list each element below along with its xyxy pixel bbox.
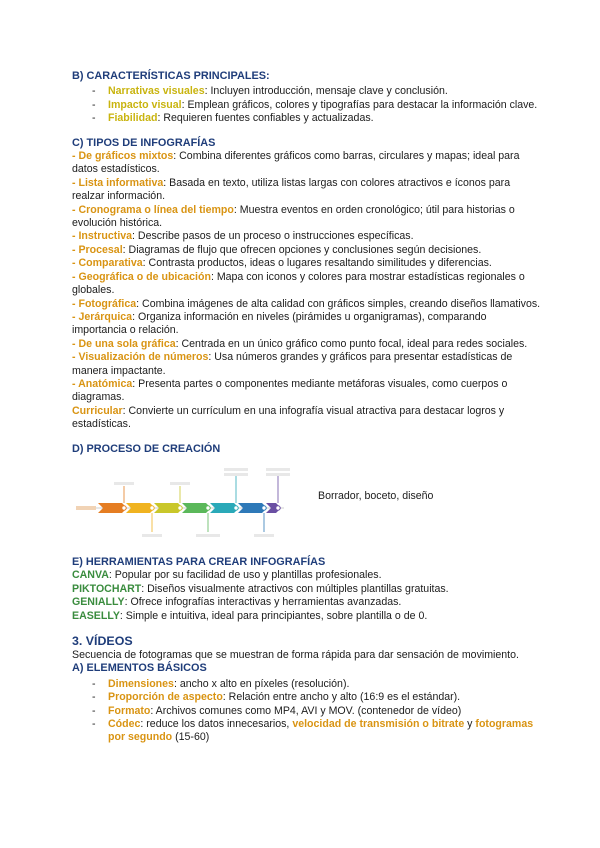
item-text: : Basada en texto, utiliza listas largas con colores atractivos e íconos para realzar información. (72, 176, 511, 203)
list-item (72, 298, 542, 311)
list-item (72, 204, 542, 231)
item-term: - De gráficos mixtos (72, 150, 174, 163)
list-item (72, 351, 542, 378)
item-text: : Combina diferentes gráficos como barras, circulares y mapas; ideal para datos estadísticos. (72, 150, 520, 176)
list-item (72, 338, 542, 351)
section-e-title: E) HERRAMIENTAS PARA CREAR INFOGRAFÍAS (72, 555, 326, 568)
item-term: fotogramas por segundo (108, 718, 534, 744)
item-term: velocidad de transmisión o bitrate (292, 718, 465, 731)
item-text: : Popular por su facilidad de uso y plantillas profesionales. (108, 569, 382, 582)
item-text: : reduce los datos innecesarios, (140, 718, 293, 731)
item-term: - Lista informativa (72, 176, 164, 189)
item-text: : Organiza información en niveles (pirámides u organigramas), comparando importancia o relación. (72, 310, 487, 337)
item-term: CANVA (72, 569, 109, 582)
item-text: : Diseños visualmente atractivos con múltiples plantillas gratuitas. (141, 582, 449, 595)
item-text: : Relación entre ancho y alto (16:9 es el estándar). (222, 691, 461, 704)
list-item (72, 596, 542, 609)
item-term: - Jerárquica (72, 310, 133, 323)
item-text: : Combina imágenes de alta calidad con gráficos simples, creando diseños llamativos. (136, 297, 541, 310)
item-term: - Geográfica o de ubicación (72, 270, 211, 283)
section-b-title: B) CARACTERÍSTICAS PRINCIPALES: (72, 70, 270, 82)
section-d-title: D) PROCESO DE CREACIÓN (72, 442, 221, 455)
section-c-title: C) TIPOS DE INFOGRAFÍAS (72, 136, 216, 149)
list-item (108, 705, 542, 718)
item-text: : Centrada en un único gráfico como punto focal, ideal para redes sociales. (175, 337, 528, 350)
item-term: GENIALLY (72, 596, 125, 609)
item-term: Narrativas visuales (108, 85, 205, 98)
item-term: - Instructiva (72, 230, 133, 243)
section-b-list (72, 85, 542, 125)
tools-list (72, 569, 542, 623)
section-c-list (72, 150, 542, 432)
item-text: : Mapa con iconos y colores para mostrar estadísticas regionales o globales. (72, 270, 525, 297)
list-item (72, 230, 542, 243)
item-text: : Usa números grandes y gráficos para presentar estadísticas de manera impactante. (72, 351, 513, 377)
video-elements-list (72, 678, 542, 745)
list-item (108, 99, 542, 112)
item-text: : ancho x alto en píxeles (resolución). (173, 677, 350, 690)
item-term: EASELLY (72, 609, 120, 622)
list-item (72, 311, 542, 338)
item-term: - Comparativa (72, 257, 143, 270)
list-item (108, 112, 542, 125)
document-page (72, 70, 542, 745)
item-term: - Visualización de números (72, 351, 209, 364)
item-term: Fiabilidad (108, 112, 158, 125)
list-item (72, 610, 542, 623)
section-3a-title: A) ELEMENTOS BÁSICOS (72, 662, 207, 675)
item-text: : Describe pasos de un proceso o instrucciones específicas. (132, 230, 414, 243)
list-item (108, 718, 542, 745)
item-term: Proporción de aspecto (108, 691, 223, 704)
list-item (72, 150, 542, 177)
item-text: : Incluyen introducción, mensaje clave y conclusión. (204, 85, 448, 98)
item-text: y (464, 718, 476, 731)
item-term: - Cronograma o línea del tiempo (72, 203, 234, 216)
section-3-intro: Secuencia de fotogramas que se muestran de forma rápida para dar sensación de movimiento. (72, 649, 519, 661)
list-item (108, 691, 542, 704)
list-item (72, 257, 542, 270)
item-text: : Convierte un currículum en una infografía visual atractiva para destacar logros y estadísticas. (72, 404, 505, 431)
item-text: (15-60) (172, 731, 210, 744)
section-3-title: 3. VÍDEOS (72, 634, 133, 648)
item-text: : Diagramas de flujo que ofrecen opciones y conclusiones según decisiones. (122, 243, 482, 256)
item-term: PIKTOCHART (72, 582, 142, 595)
list-item (72, 583, 542, 596)
list-item (108, 85, 542, 98)
item-term: - Fotográfica (72, 297, 137, 310)
process-caption: Borrador, boceto, diseño (318, 489, 434, 502)
process-row (72, 456, 542, 548)
process-timeline-diagram (72, 456, 302, 548)
item-term: Códec (108, 718, 141, 731)
item-text: : Requieren fuentes confiables y actualizadas. (157, 112, 374, 125)
item-text: : Archivos comunes como MP4, AVI y MOV. (contenedor de vídeo) (150, 704, 462, 717)
list-item (72, 271, 542, 298)
item-term: - De una sola gráfica (72, 337, 176, 350)
item-term: Impacto visual (108, 98, 182, 111)
list-item (72, 177, 542, 204)
item-term: Formato (108, 704, 151, 717)
item-text: : Emplean gráficos, colores y tipografías para destacar la información clave. (181, 98, 538, 111)
item-text: : Simple e intuitiva, ideal para principiantes, sobre plantilla o de 0. (119, 609, 428, 622)
item-term: - Anatómica (72, 377, 133, 390)
item-text: : Presenta partes o componentes mediante metáforas visuales, como cuerpos o diagramas. (72, 377, 508, 404)
list-item (72, 244, 542, 257)
item-text: : Muestra eventos en orden cronológico; útil para historias o evolución histórica. (72, 203, 515, 230)
item-text: : Ofrece infografías interactivas y herramientas avanzadas. (124, 596, 402, 609)
item-text: : Contrasta productos, ideas o lugares resaltando similitudes y diferencias. (142, 257, 492, 270)
list-item (72, 378, 542, 405)
item-term: Curricular (72, 404, 123, 417)
list-item (108, 678, 542, 691)
item-term: Dimensiones (108, 677, 174, 690)
list-item (72, 405, 542, 432)
item-term: - Procesal (72, 243, 123, 256)
list-item (72, 569, 542, 582)
